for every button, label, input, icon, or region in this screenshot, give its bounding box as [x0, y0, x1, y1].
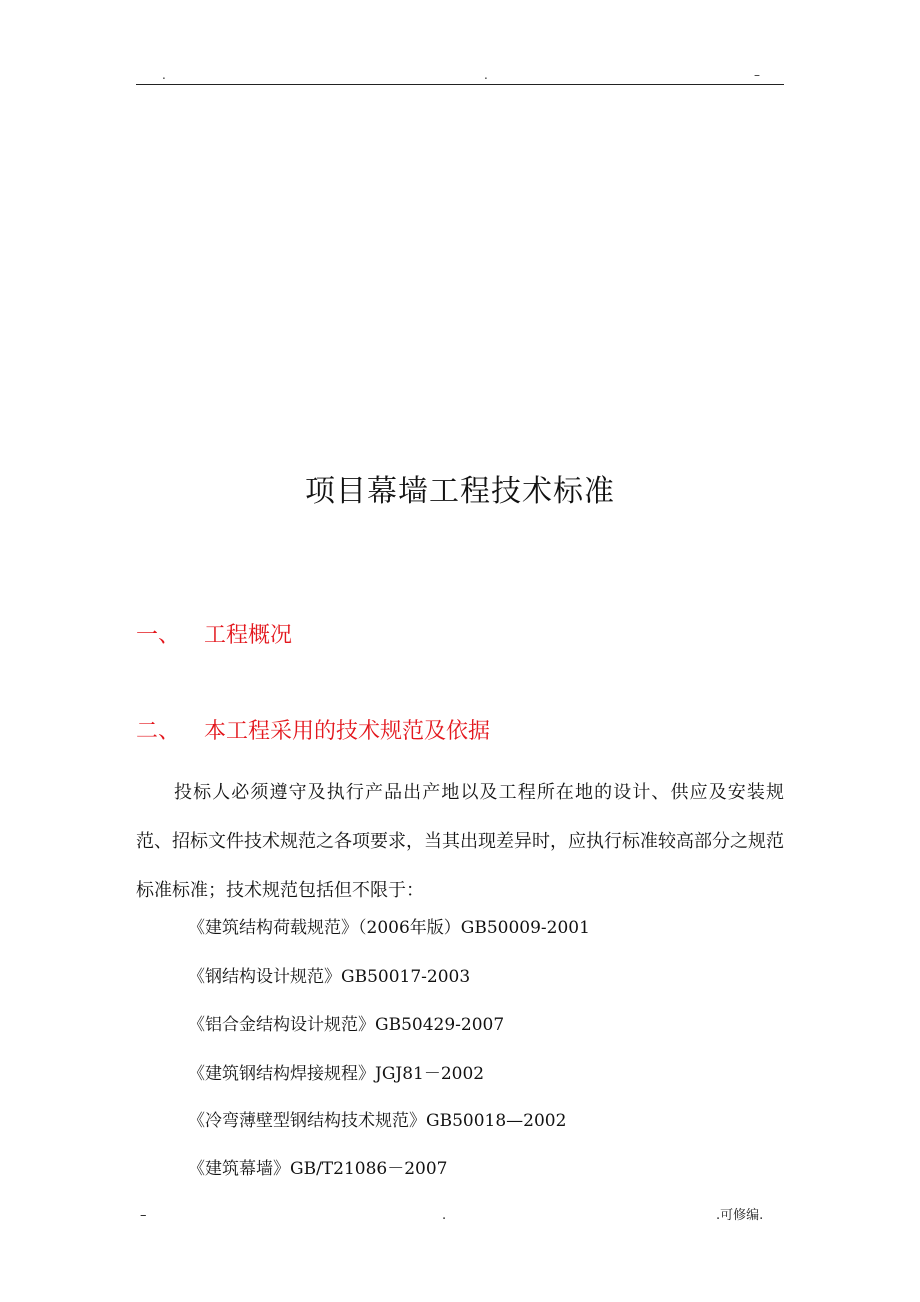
footer-editable-note: .可修编. — [716, 1208, 764, 1223]
header-mark-left: . — [162, 68, 166, 82]
standard-item: 《建筑钢结构焊接规程》JGJ81－2002 — [188, 1064, 485, 1084]
section-label: 本工程采用的技术规范及依据 — [204, 719, 491, 744]
body-paragraph: 投标人必须遵守及执行产品出产地以及工程所在地的设计、供应及安装规范、招标文件技术规范之各项要求，当其出现差异时，应执行标准较高部分之规范标准标准；技术规范包括但不限于： — [136, 782, 784, 901]
standard-item: 《铝合金结构设计规范》GB50429-2007 — [188, 1015, 505, 1035]
section-number: 二、 — [136, 719, 181, 744]
section-heading-standards — [136, 716, 490, 748]
footer-mark-middle: . — [442, 1208, 447, 1223]
standard-item: 《冷弯薄壁型钢结构技术规范》GB50018—2002 — [188, 1111, 567, 1131]
standard-item: 《建筑幕墙》GB/T21086－2007 — [188, 1159, 448, 1179]
section-label: 工程概况 — [204, 623, 293, 648]
section-number: 一、 — [136, 623, 181, 648]
header-rule — [136, 84, 784, 85]
footer-mark-left: – — [140, 1208, 147, 1223]
standard-item: 《钢结构设计规范》GB50017-2003 — [188, 967, 471, 987]
header-mark-right: – — [754, 68, 760, 82]
section-heading-overview — [136, 620, 292, 652]
header-mark-middle: . — [484, 68, 488, 82]
standard-item: 《建筑结构荷载规范》（2006年版）GB50009-2001 — [188, 918, 590, 938]
document-title: 项目幕墙工程技术标准 — [305, 474, 615, 509]
